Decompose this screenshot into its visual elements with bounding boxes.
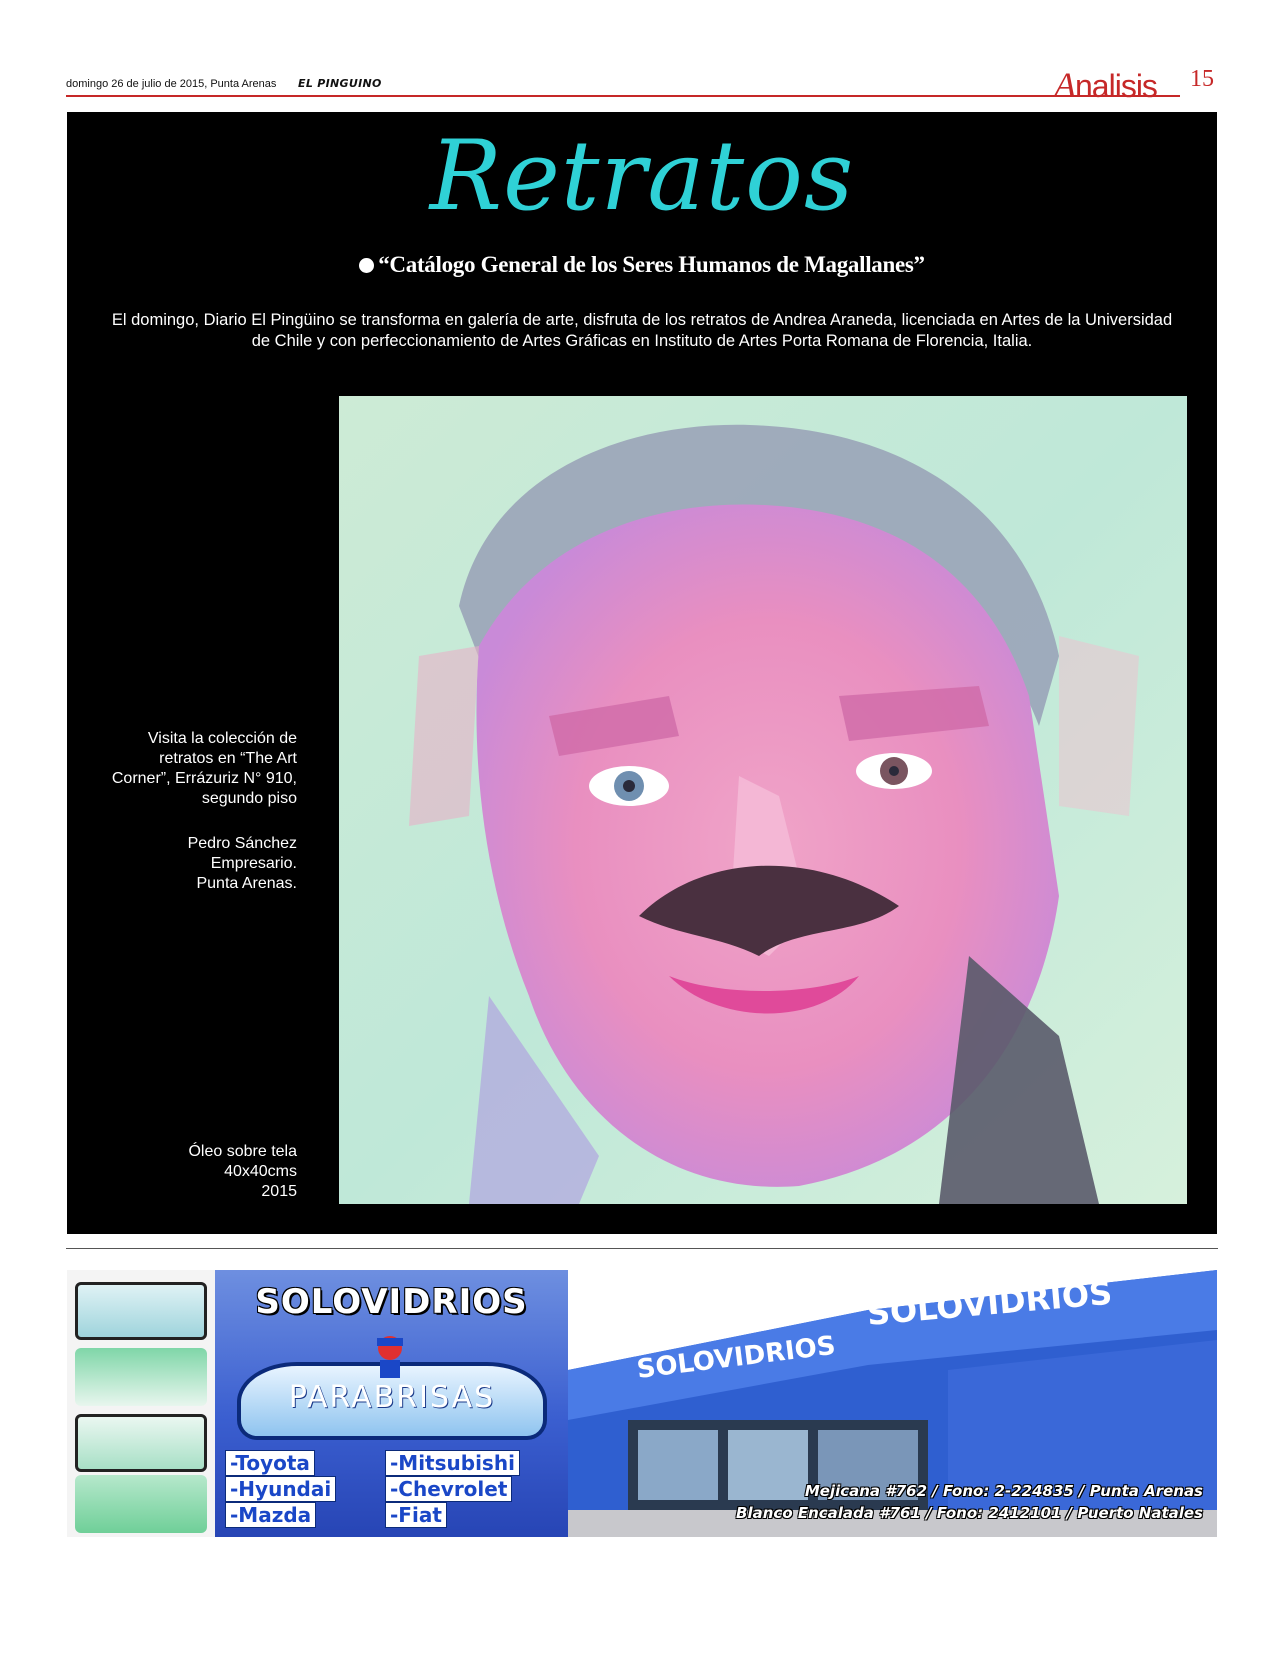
caption-line: 40x40cms — [224, 1163, 297, 1180]
caption-person — [77, 834, 297, 894]
address-puerto-natales: Blanco Encalada #761 / Fono: 2412101 / Puerto Natales — [736, 1504, 1203, 1522]
caption-line: Pedro Sánchez — [187, 835, 297, 852]
header-date: domingo 26 de julio de 2015, Punta Arenas — [66, 78, 277, 90]
car-brand: -Chevrolet — [385, 1476, 512, 1502]
header-paper-name: EL PINGUINO — [298, 77, 382, 90]
feature-subtitle-text: “Catálogo General de los Seres Humanos de Magallanes” — [378, 252, 925, 277]
caption-line: retratos en “The Art — [159, 750, 297, 767]
car-brand: -Fiat — [385, 1502, 447, 1528]
caption-technique — [77, 1142, 297, 1202]
caption-line: Punta Arenas. — [196, 875, 297, 892]
caption-line: Empresario. — [210, 855, 297, 872]
ad-brand-name: SOLOVIDRIOS — [255, 1282, 528, 1322]
car-brand: -Toyota — [225, 1450, 315, 1476]
windshield-thumbnails — [67, 1270, 215, 1537]
caption-line: 2015 — [261, 1183, 297, 1200]
section-cap: A — [1054, 65, 1075, 105]
car-brand: -Mazda — [225, 1502, 316, 1528]
storefront-photo — [568, 1270, 1217, 1537]
caption-line: Corner”, Errázuriz N° 910, — [111, 770, 297, 787]
feature-intro: El domingo, Diario El Pingüino se transforma en galería de arte, disfruta de los retratos de Andrea Araneda, licenciada en Artes de la Universidad de Chile y con perfeccionamiento de Artes Gráficas en Instituto de Artes Porta Romana de Florencia, Italia. — [111, 311, 1173, 350]
feature-block — [67, 112, 1217, 1234]
car-brand: -Hyundai — [225, 1476, 336, 1502]
windshield-thumb — [75, 1282, 207, 1340]
page-header — [66, 65, 1218, 105]
caption-line: Visita la colección de — [147, 730, 297, 747]
section-name — [1054, 64, 1157, 106]
mascot-icon — [365, 1330, 415, 1380]
windshield-thumb — [75, 1348, 207, 1406]
portrait-painting-image — [339, 396, 1187, 1204]
section-rest: nalisis — [1075, 68, 1157, 104]
ad-brand-panel — [215, 1270, 568, 1537]
car-brand: -Mitsubishi — [385, 1450, 520, 1476]
bullet-icon — [359, 258, 374, 273]
page-number: 15 — [1190, 66, 1214, 92]
windshield-thumb — [75, 1414, 207, 1472]
feature-title: Retratos — [429, 120, 855, 232]
feature-subtitle — [67, 252, 1217, 278]
solovidrios-ad — [67, 1270, 1217, 1537]
ad-product: PARABRISAS — [288, 1380, 496, 1415]
page-divider — [66, 1248, 1218, 1249]
portrait-painting — [339, 396, 1187, 1204]
storefront-sign-2: SOLOVIDRIOS — [865, 1273, 1114, 1333]
header-rule — [66, 95, 1180, 97]
windshield-thumb — [75, 1475, 207, 1533]
caption-visit — [77, 729, 297, 809]
storefront-sign-1: SOLOVIDRIOS — [635, 1330, 838, 1385]
caption-line: segundo piso — [201, 790, 297, 807]
address-punta-arenas: Mejicana #762 / Fono: 2-224835 / Punta Arenas — [804, 1482, 1203, 1500]
caption-line: Óleo sobre tela — [188, 1143, 297, 1160]
